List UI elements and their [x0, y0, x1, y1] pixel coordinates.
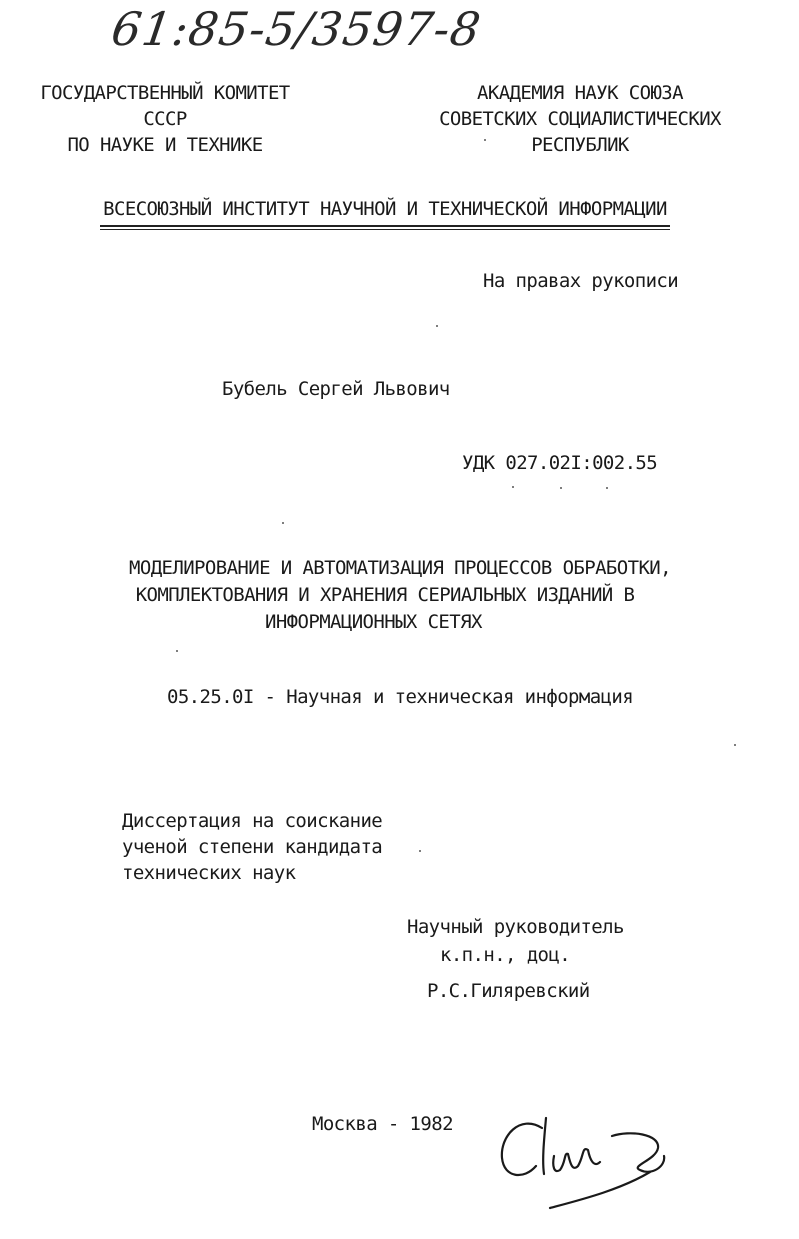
signature: [490, 1100, 690, 1210]
institute-name: ВСЕСОЮЗНЫЙ ИНСТИТУТ НАУЧНОЙ И ТЕХНИЧЕСКОЙ ИНФОРМАЦИИ: [103, 198, 667, 220]
scan-speck: [436, 325, 438, 327]
supervisor-label: Научный руководитель: [407, 916, 624, 938]
scan-speck: [606, 487, 608, 489]
header-right-line-3: РЕСПУБЛИК: [531, 134, 629, 156]
degree-line-1: Диссертация на соискание: [122, 810, 383, 832]
thesis-title-line-2: КОМПЛЕКТОВАНИЯ И ХРАНЕНИЯ СЕРИАЛЬНЫХ ИЗДАНИЙ В: [135, 584, 635, 606]
supervisor-name: Р.С.Гиляревский: [427, 980, 590, 1002]
scan-speck: [176, 650, 178, 652]
supervisor-rank: к.п.н., доц.: [440, 944, 571, 966]
manuscript-note: На правах рукописи: [483, 270, 679, 292]
scan-speck: [560, 487, 562, 489]
header-right-line-1: АКАДЕМИЯ НАУК СОЮЗА: [477, 82, 683, 104]
scan-speck: [419, 850, 421, 852]
city-year: Москва - 1982: [312, 1113, 453, 1135]
specialty-code: 05.25.0I - Научная и техническая информация: [167, 686, 634, 708]
header-right-line-2: СОВЕТСКИХ СОЦИАЛИСТИЧЕСКИХ: [439, 108, 721, 130]
institute-underline-thin: [100, 229, 670, 230]
header-left-line-2: СССР: [143, 108, 187, 130]
thesis-title-line-3: ИНФОРМАЦИОННЫХ СЕТЯХ: [265, 611, 482, 633]
scan-speck: [512, 486, 514, 488]
header-left-line-3: ПО НАУКЕ И ТЕХНИКЕ: [67, 134, 263, 156]
scan-speck: [282, 522, 284, 524]
degree-line-2: ученой степени кандидата: [122, 836, 383, 858]
scan-speck: [734, 744, 736, 746]
thesis-title-line-1: МОДЕЛИРОВАНИЕ И АВТОМАТИЗАЦИЯ ПРОЦЕССОВ ОБРАБОТКИ,: [129, 557, 671, 579]
signature-stroke: [502, 1118, 664, 1208]
handwritten-archive-code: 61:85-5/3597-8: [108, 2, 485, 56]
udc-code: УДК 027.02I:002.55: [462, 452, 658, 474]
author-name: Бубель Сергей Львович: [222, 378, 450, 400]
institute-underline-thick: [100, 225, 670, 227]
header-left-line-1: ГОСУДАРСТВЕННЫЙ КОМИТЕТ: [40, 82, 290, 104]
scan-speck: [484, 139, 486, 141]
degree-line-3: технических наук: [122, 862, 296, 884]
